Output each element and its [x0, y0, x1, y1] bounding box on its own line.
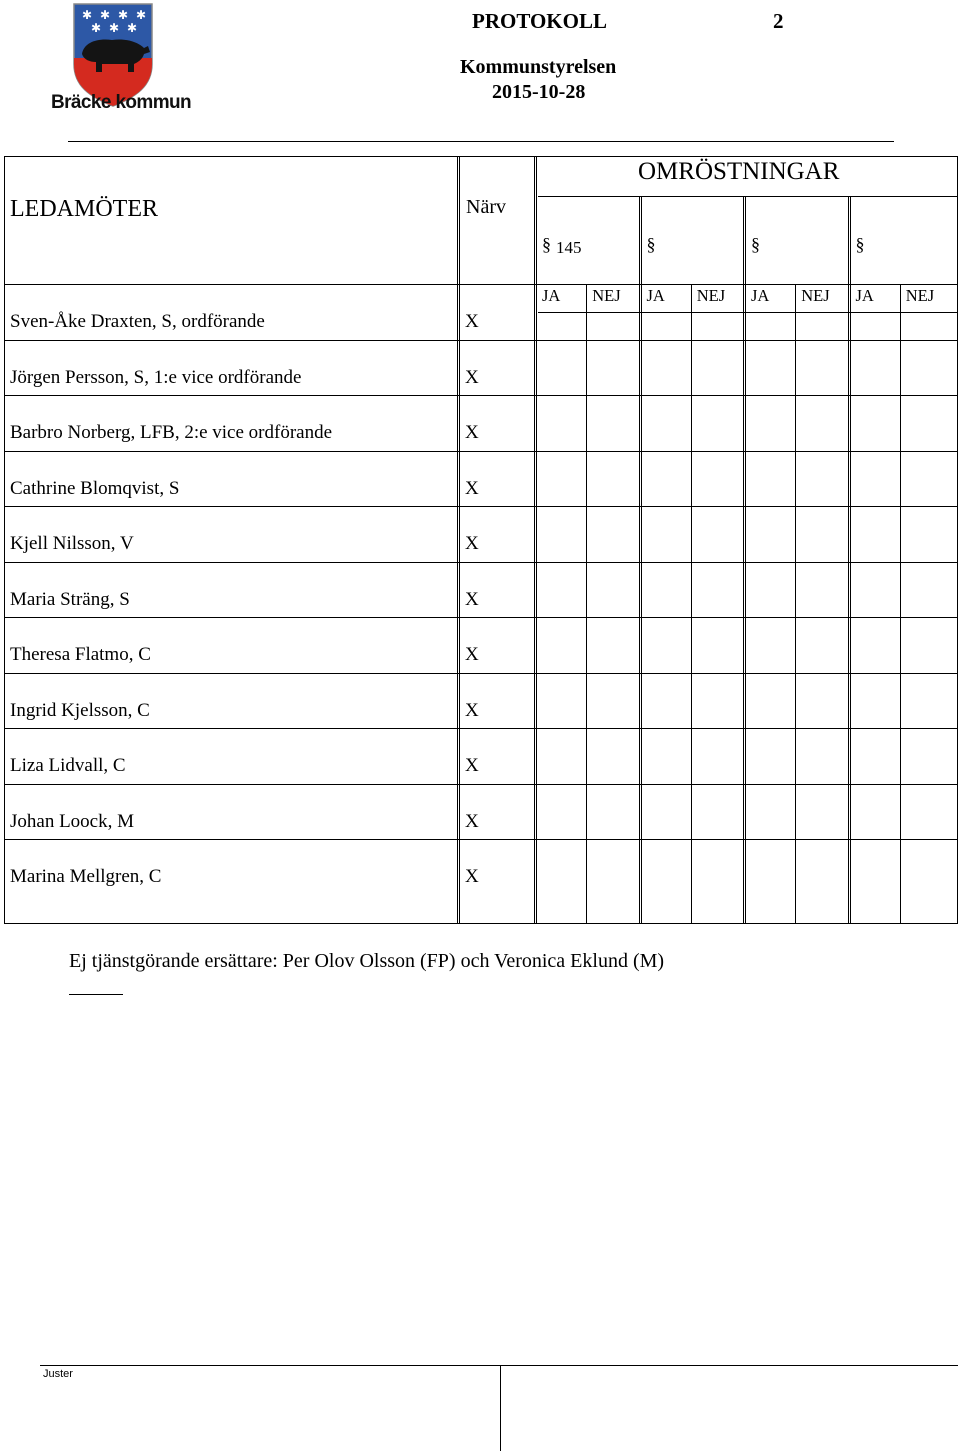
member-name: Kjell Nilsson, V	[10, 533, 134, 554]
row-divider	[4, 340, 958, 341]
column-divider	[534, 156, 537, 924]
presence-mark: X	[465, 810, 479, 832]
ja-nej-divider	[691, 284, 692, 924]
vote-column-divider	[848, 196, 851, 924]
ja-label: JA	[542, 286, 561, 305]
row-divider	[4, 839, 958, 840]
column-divider	[457, 156, 460, 924]
ja-label: JA	[751, 286, 770, 305]
row-divider	[4, 673, 958, 674]
nej-label: NEJ	[592, 286, 621, 305]
table-frame	[4, 156, 958, 924]
presence-mark: X	[465, 533, 479, 554]
nej-label: NEJ	[801, 286, 830, 305]
org-logo-text: Bräcke kommun	[51, 92, 192, 113]
row-divider	[538, 312, 958, 313]
presence-mark: X	[465, 588, 479, 610]
meeting-date: 2015-10-28	[492, 81, 586, 103]
votes-header: OMRÖSTNINGAR	[638, 158, 840, 185]
ja-nej-divider	[586, 284, 587, 924]
member-name: Theresa Flatmo, C	[10, 644, 151, 665]
nej-label: NEJ	[696, 286, 726, 305]
attendance-voting-table	[4, 156, 958, 924]
row-divider	[4, 451, 958, 452]
presence-mark: X	[465, 755, 479, 776]
ja-label: JA	[855, 286, 874, 305]
note-underline	[69, 994, 123, 995]
ja-nej-divider	[795, 284, 796, 924]
document-type: PROTOKOLL	[472, 9, 607, 33]
board-name: Kommunstyrelsen	[460, 56, 617, 78]
svg-text:✱: ✱	[109, 21, 120, 35]
page-number: 2	[773, 9, 784, 33]
presence-mark: X	[465, 366, 479, 388]
members-header: LEDAMÖTER	[10, 196, 158, 222]
svg-text:✱: ✱	[136, 8, 147, 22]
row-divider	[4, 784, 958, 785]
svg-text:✱: ✱	[82, 8, 93, 22]
nej-label: NEJ	[905, 286, 935, 305]
svg-text:✱: ✱	[127, 21, 138, 35]
section-number: 145	[556, 238, 582, 257]
vote-column-divider	[743, 196, 746, 924]
row-divider	[4, 728, 958, 729]
vote-column-divider	[639, 196, 642, 924]
row-divider	[4, 562, 958, 563]
ja-label: JA	[646, 286, 665, 305]
presence-mark: X	[465, 644, 479, 665]
member-name: Jörgen Persson, S, 1:e vice ordförande	[10, 366, 302, 388]
member-name: Sven-Åke Draxten, S, ordförande	[10, 311, 265, 332]
member-name: Maria Sträng, S	[10, 588, 130, 610]
presence-mark: X	[465, 422, 479, 443]
member-name: Johan Loock, M	[10, 810, 135, 832]
presence-mark: X	[465, 866, 479, 887]
presence-mark: X	[465, 311, 479, 332]
row-divider	[4, 395, 958, 396]
presence-mark: X	[465, 699, 479, 721]
member-name: Liza Lidvall, C	[10, 755, 126, 776]
presence-header: Närv	[466, 196, 506, 218]
member-name: Barbro Norberg, LFB, 2:e vice ordförande	[10, 422, 333, 443]
section-symbol: §	[542, 234, 551, 254]
svg-text:✱: ✱	[91, 21, 102, 35]
section-symbol: §	[751, 234, 760, 254]
svg-text:✱: ✱	[118, 8, 129, 22]
row-divider	[538, 196, 958, 197]
svg-text:✱: ✱	[100, 8, 111, 22]
member-name: Marina Mellgren, C	[10, 866, 162, 887]
row-divider	[4, 284, 958, 285]
member-name: Ingrid Kjelsson, C	[10, 699, 150, 721]
substitutes-note: Ej tjänstgörande ersättare: Per Olov Olsson (FP) och Veronica Eklund (M)	[69, 950, 665, 972]
presence-mark: X	[465, 477, 479, 499]
row-divider	[4, 506, 958, 507]
footer-column-divider	[500, 1365, 501, 1451]
section-symbol: §	[646, 234, 656, 254]
juster-label: Juster	[43, 1368, 73, 1380]
member-name: Cathrine Blomqvist, S	[10, 477, 180, 499]
section-symbol: §	[855, 234, 865, 254]
ja-nej-divider	[900, 284, 901, 924]
header-divider	[68, 141, 894, 142]
footer-divider	[40, 1365, 958, 1366]
row-divider	[4, 617, 958, 618]
